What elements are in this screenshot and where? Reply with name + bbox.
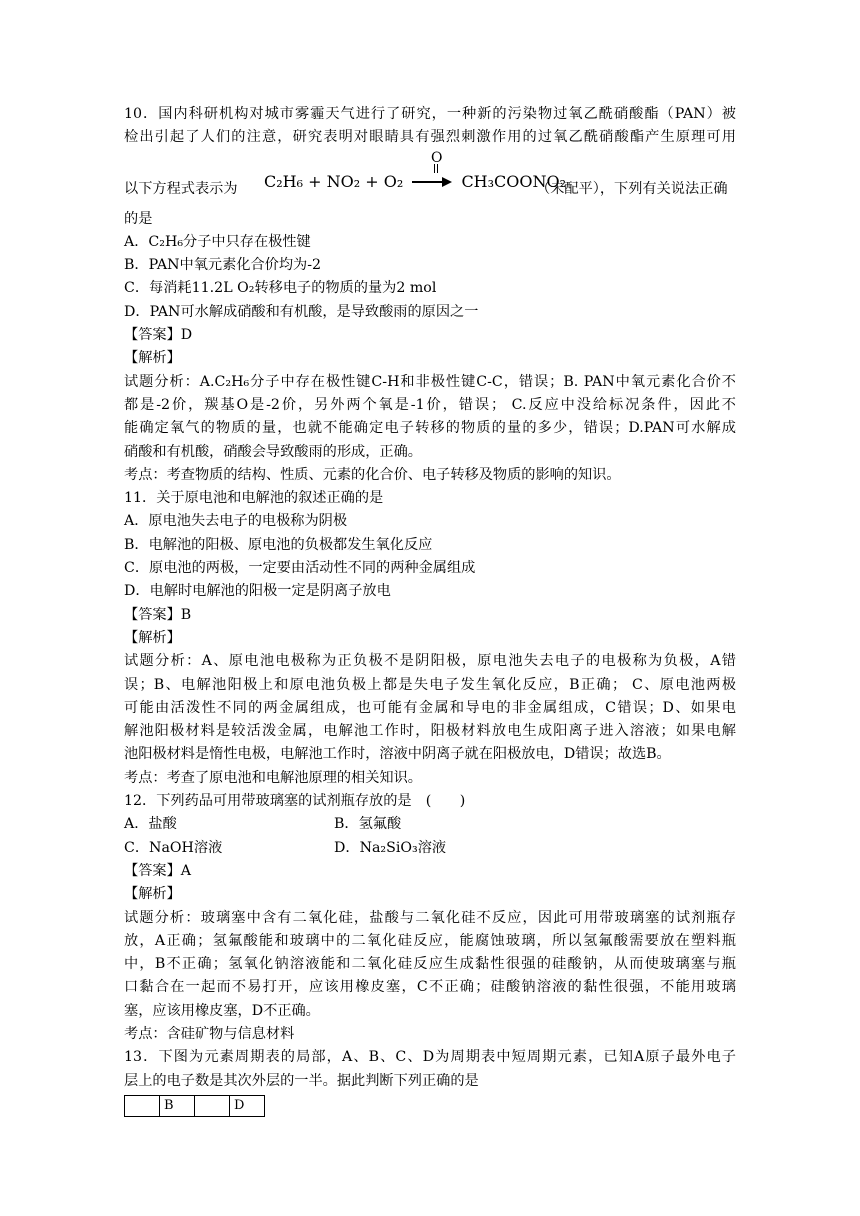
document-content [124, 103, 736, 1117]
q10-stem-line-4: 的是 [124, 210, 153, 227]
q11-analysis-line-4: 解池阳极材料是较活泼金属，电解池工作时，阳极材料放电生成阳离子进入溶液；如果电解 [124, 723, 736, 740]
q11-option-d: D．电解时电解池的阳极一定是阴离子放电 [124, 583, 391, 600]
q10-kaodian: 考点：考查物质的结构、性质、元素的化合价、电子转移及物质的影响的知识。 [124, 466, 621, 483]
q12-options-row-1 [124, 813, 736, 836]
q11-option-a: A．原电池失去电子的电极称为阴极 [124, 513, 348, 530]
q12-answer: 【答案】A [124, 862, 191, 879]
q13-stem-line-1: 13．下图为元素周期表的局部，A、B、C、D为周期表中短周期元素，已知A原子最外电子 [124, 1049, 736, 1066]
q12-analysis-line-1: 试题分析：玻璃塞中含有二氧化硅，盐酸与二氧化硅不反应，因此可用带玻璃塞的试剂瓶存 [124, 909, 736, 926]
q10-equation-tail: （未配平），下列有关说法正确 [536, 180, 728, 197]
q11-answer: 【答案】B [124, 606, 192, 623]
q10-carbonyl-oxygen: O [431, 149, 443, 166]
q10-answer: 【答案】D [124, 327, 193, 344]
q11-analysis-line-1: 试题分析：A、原电池电极称为正负极不是阴阳极，原电池失去电子的电极称为负极，A错 [124, 653, 736, 670]
periodic-table-fragment [124, 1095, 265, 1117]
q12-kaodian: 考点：含硅矿物与信息材料 [124, 1025, 295, 1042]
q13-stem-line-2: 层上的电子数是其次外层的一半。据此判断下列正确的是 [124, 1072, 479, 1089]
q12-option-c: C．NaOH溶液 [124, 839, 223, 856]
q10-stem-line-1: 10．国内科研机构对城市雾霾天气进行了研究，一种新的污染物过氧乙酰硝酸酯（PAN）被 [124, 106, 736, 122]
table-cell [125, 1095, 160, 1116]
q11-analysis-line-3: 可能由活泼性不同的两金属组成，也可能有金属和导电的非金属组成，C错误；D、如果电 [124, 699, 736, 716]
q12-option-a: A．盐酸 [124, 816, 177, 833]
q12-option-b: B．氢氟酸 [334, 816, 402, 833]
q10-analysis-line-1: 试题分析：A.C₂H₆分子中存在极性键C-H和非极性键C-C，错误；B. PAN中氧元素化合价不 [124, 373, 736, 390]
q10-equation-reactants: C₂H₆ + NO₂ + O₂ [264, 171, 404, 191]
q11-option-c: C．原电池的两极，一定要由活动性不同的两种金属组成 [124, 560, 476, 577]
table-cell-d: D [230, 1095, 265, 1116]
q10-chemical-equation [264, 172, 566, 191]
q10-stem-line-2: 检出引起了人们的注意，研究表明对眼睛具有强烈刺激作用的过氧乙酰硝酸酯产生原理可用 [124, 129, 736, 146]
q11-analysis-heading: 【解析】 [124, 629, 181, 646]
q12-stem: 12．下列药品可用带玻璃塞的试剂瓶存放的是 ( ) [124, 793, 466, 810]
table-row [125, 1095, 265, 1116]
q11-stem: 11．关于原电池和电解池的叙述正确的是 [124, 490, 384, 507]
q10-option-c: C．每消耗11.2L O₂转移电子的物质的量为2 mol [124, 280, 437, 297]
q10-equation-product: CH₃COONO₂ [461, 171, 567, 191]
q10-option-b: B．PAN中氧元素化合价均为-2 [124, 257, 322, 274]
q12-analysis-line-4: 口黏合在一起而不易打开，应该用橡皮塞，C不正确；硅酸钠溶液的黏性很强，不能用玻璃 [124, 979, 736, 996]
table-cell [195, 1095, 230, 1116]
q11-kaodian: 考点：考查了原电池和电解池原理的相关知识。 [124, 769, 422, 786]
q12-option-d: D．Na₂SiO₃溶液 [334, 839, 447, 856]
q12-analysis-line-5: 塞，应该用橡皮塞，D不正确。 [124, 1002, 320, 1019]
q10-analysis-line-2: 都是-2价，羰基O是-2价，另外两个氧是-1价，错误； C.反应中没给标况条件，因此不 [124, 396, 736, 413]
q12-analysis-line-3: 中，B不正确；氢氧化钠溶液能和二氧化硅反应生成黏性很强的硅酸钠，从而使玻璃塞与瓶 [124, 956, 736, 973]
q11-analysis-line-5: 池阳极材料是惰性电极，电解池工作时，溶液中阴离子就在阳极放电，D错误；故选B。 [124, 746, 671, 763]
table-cell-b: B [160, 1095, 195, 1116]
q11-analysis-line-2: 误；B、电解池阳极上和原电池负极上都是失电子发生氧化反应，B正确； C、原电池两极 [124, 676, 736, 693]
q10-equation-row [124, 150, 736, 208]
q10-option-a: A．C₂H₆分子中只存在极性键 [124, 233, 311, 250]
q10-equation-lead: 以下方程式表示为 [124, 180, 238, 197]
q10-analysis-line-3: 能确定氧气的物质的量，也就不能确定电子转移的物质的量的多少，错误；D.PAN可水解成 [124, 420, 736, 437]
q10-analysis-heading: 【解析】 [124, 350, 181, 367]
q11-option-b: B．电解池的阳极、原电池的负极都发生氧化反应 [124, 536, 433, 553]
q12-analysis-line-2: 放，A正确；氢氟酸能和玻璃中的二氧化硅反应，能腐蚀玻璃，所以氢氟酸需要放在塑料瓶 [124, 932, 736, 949]
q10-analysis-line-4: 硝酸和有机酸，硝酸会导致酸雨的形成，正确。 [124, 443, 422, 460]
reaction-arrow-icon [412, 177, 452, 187]
q10-option-d: D．PAN可水解成硝酸和有机酸，是导致酸雨的原因之一 [124, 303, 479, 320]
q12-options-row-2 [124, 837, 736, 860]
q12-analysis-heading: 【解析】 [124, 886, 181, 903]
